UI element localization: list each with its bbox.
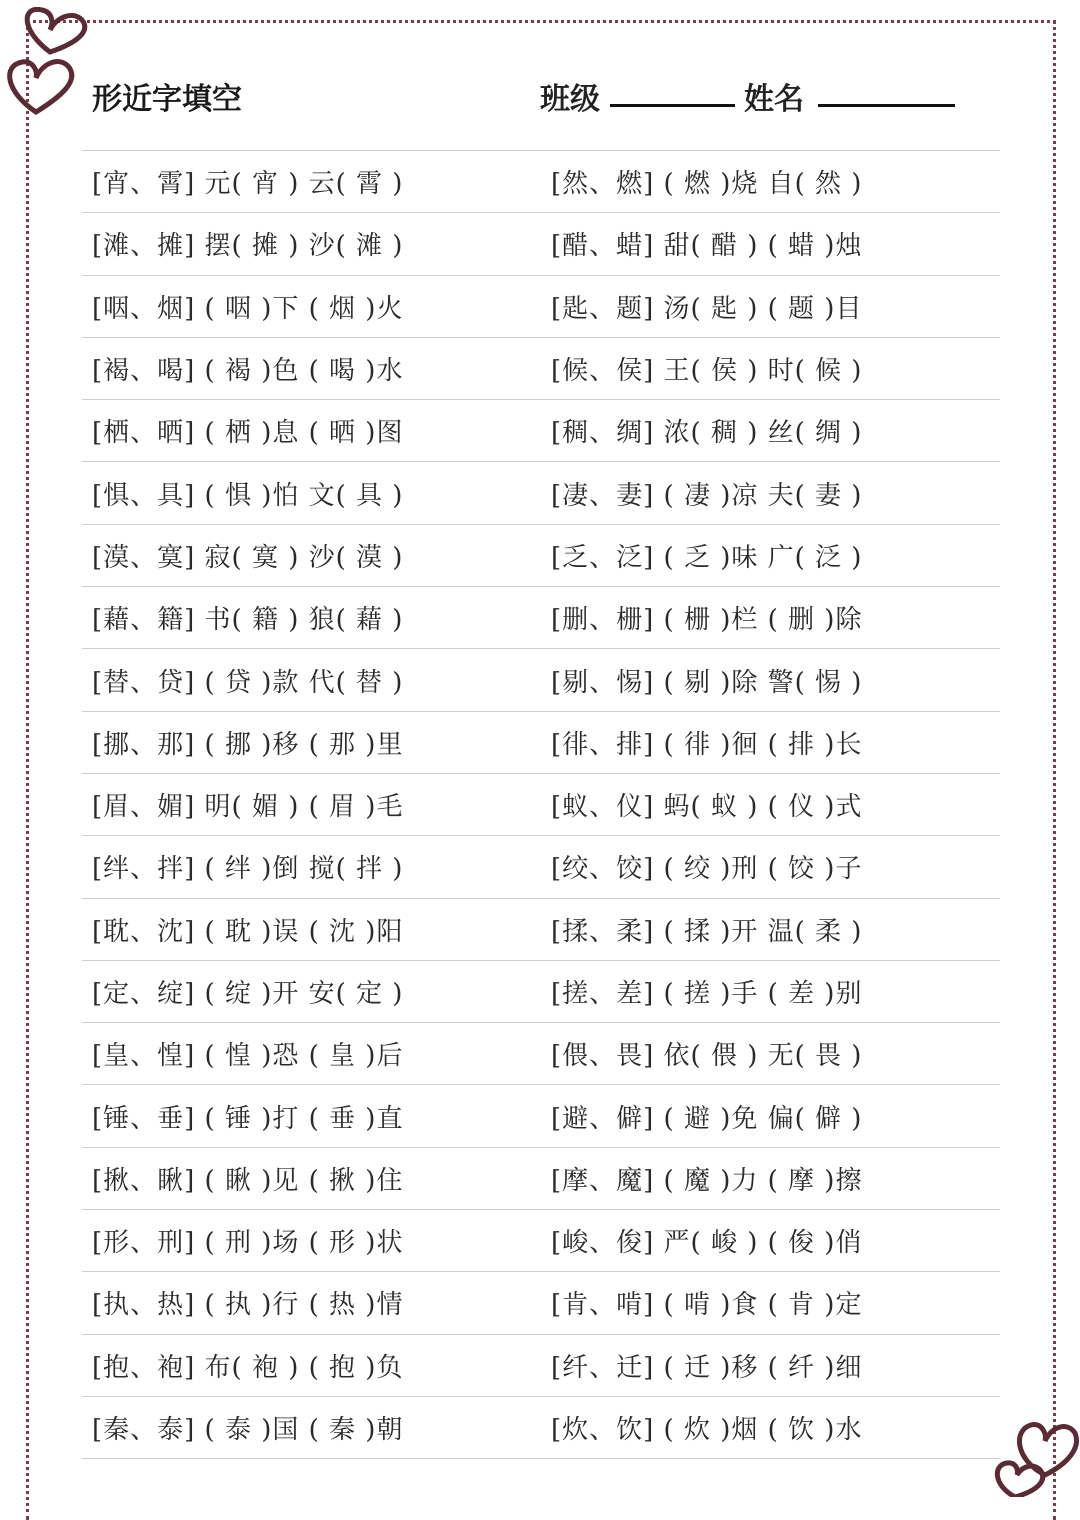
- right-item: [绞、饺] ( 绞 )刑 ( 饺 )子: [551, 854, 863, 885]
- left-item: [绊、拌] ( 绊 )倒 搅( 拌 ): [92, 854, 404, 885]
- left-item: [定、绽] ( 绽 )开 安( 定 ): [92, 979, 404, 1009]
- table-row: [82, 1210, 1000, 1272]
- left-item: [秦、泰] ( 泰 )国 ( 秦 )朝: [92, 1415, 404, 1446]
- left-item: [抱、袍] 布( 袍 ) ( 抱 )负: [92, 1352, 404, 1383]
- table-row: [82, 1085, 1000, 1147]
- left-item: [褐、喝] ( 褐 )色 ( 喝 )水: [92, 356, 404, 387]
- right-item: [峻、俊] 严( 峻 ) ( 俊 )俏: [551, 1228, 863, 1259]
- table-row: [82, 151, 1000, 213]
- left-item: [皇、惶] ( 惶 )恐 ( 皇 )后: [92, 1041, 404, 1072]
- class-label: 班级: [540, 82, 600, 117]
- table-row: [82, 587, 1000, 649]
- right-item: [乏、泛] ( 乏 )味 广( 泛 ): [551, 542, 863, 573]
- right-item: [搓、差] ( 搓 )手 ( 差 )别: [551, 979, 863, 1009]
- left-item: [宵、霄] 元( 宵 ) 云( 霄 ): [92, 169, 404, 200]
- page-title: 形近字填空: [92, 82, 242, 117]
- table-row: [82, 774, 1000, 836]
- right-item: [候、侯] 王( 侯 ) 时( 候 ): [551, 356, 863, 387]
- table-row: [82, 462, 1000, 524]
- left-item: [耽、沈] ( 耽 )误 ( 沈 )阳: [92, 916, 404, 947]
- right-item: [纤、迁] ( 迁 )移 ( 纤 )细: [551, 1352, 863, 1383]
- table-row: [82, 525, 1000, 587]
- name-blank[interactable]: [818, 104, 955, 107]
- class-blank[interactable]: [610, 104, 735, 107]
- name-label: 姓名: [744, 82, 804, 117]
- left-item: [漠、寞] 寂( 寞 ) 沙( 漠 ): [92, 542, 404, 573]
- right-item: [偎、畏] 依( 偎 ) 无( 畏 ): [551, 1041, 863, 1072]
- table-row: [82, 836, 1000, 898]
- right-item: [肯、啃] ( 啃 )食 ( 肯 )定: [551, 1290, 863, 1321]
- right-item: [徘、排] ( 徘 )徊 ( 排 )长: [551, 729, 863, 760]
- table-row: [82, 276, 1000, 338]
- right-item: [避、僻] ( 避 )免 偏( 僻 ): [551, 1103, 863, 1134]
- right-item: [剔、惕] ( 剔 )除 警( 惕 ): [551, 667, 863, 698]
- right-item: [炊、饮] ( 炊 )烟 ( 饮 )水: [551, 1415, 863, 1446]
- table-row: [82, 1023, 1000, 1085]
- worksheet-header: [0, 70, 1080, 120]
- left-item: [咽、烟] ( 咽 )下 ( 烟 )火: [92, 293, 404, 324]
- exercise-table: [82, 150, 1000, 1459]
- left-item: [形、刑] ( 刑 )场 ( 形 )状: [92, 1228, 404, 1259]
- table-row: [82, 1272, 1000, 1334]
- right-item: [蚁、仪] 蚂( 蚁 ) ( 仪 )式: [551, 792, 863, 823]
- right-item: [稠、绸] 浓( 稠 ) 丝( 绸 ): [551, 418, 863, 449]
- table-row: [82, 1148, 1000, 1210]
- left-item: [锤、垂] ( 锤 )打 ( 垂 )直: [92, 1103, 404, 1134]
- right-item: [凄、妻] ( 凄 )凉 夫( 妻 ): [551, 480, 863, 511]
- left-item: [藉、籍] 书( 籍 ) 狼( 藉 ): [92, 605, 404, 636]
- left-item: [揪、瞅] ( 瞅 )见 ( 揪 )住: [92, 1165, 404, 1196]
- table-row: [82, 400, 1000, 462]
- left-item: [眉、媚] 明( 媚 ) ( 眉 )毛: [92, 792, 404, 823]
- right-item: [醋、蜡] 甜( 醋 ) ( 蜡 )烛: [551, 231, 863, 262]
- left-item: [替、贷] ( 贷 )款 代( 替 ): [92, 667, 404, 698]
- table-row: [82, 1397, 1000, 1459]
- right-item: [匙、题] 汤( 匙 ) ( 题 )目: [551, 293, 863, 324]
- table-row: [82, 712, 1000, 774]
- left-item: [滩、摊] 摆( 摊 ) 沙( 滩 ): [92, 231, 404, 262]
- left-item: [挪、那] ( 挪 )移 ( 那 )里: [92, 729, 404, 760]
- right-item: [摩、魔] ( 魔 )力 ( 摩 )擦: [551, 1165, 863, 1196]
- table-row: [82, 899, 1000, 961]
- table-row: [82, 1335, 1000, 1397]
- left-item: [惧、具] ( 惧 )怕 文( 具 ): [92, 480, 404, 511]
- right-item: [删、栅] ( 栅 )栏 ( 删 )除: [551, 605, 863, 636]
- left-item: [栖、晒] ( 栖 )息 ( 晒 )图: [92, 418, 404, 449]
- table-row: [82, 338, 1000, 400]
- table-row: [82, 213, 1000, 275]
- left-item: [执、热] ( 执 )行 ( 热 )情: [92, 1290, 404, 1321]
- right-item: [揉、柔] ( 揉 )开 温( 柔 ): [551, 916, 863, 947]
- right-item: [然、燃] ( 燃 )烧 自( 然 ): [551, 169, 863, 200]
- table-row: [82, 961, 1000, 1023]
- table-row: [82, 649, 1000, 711]
